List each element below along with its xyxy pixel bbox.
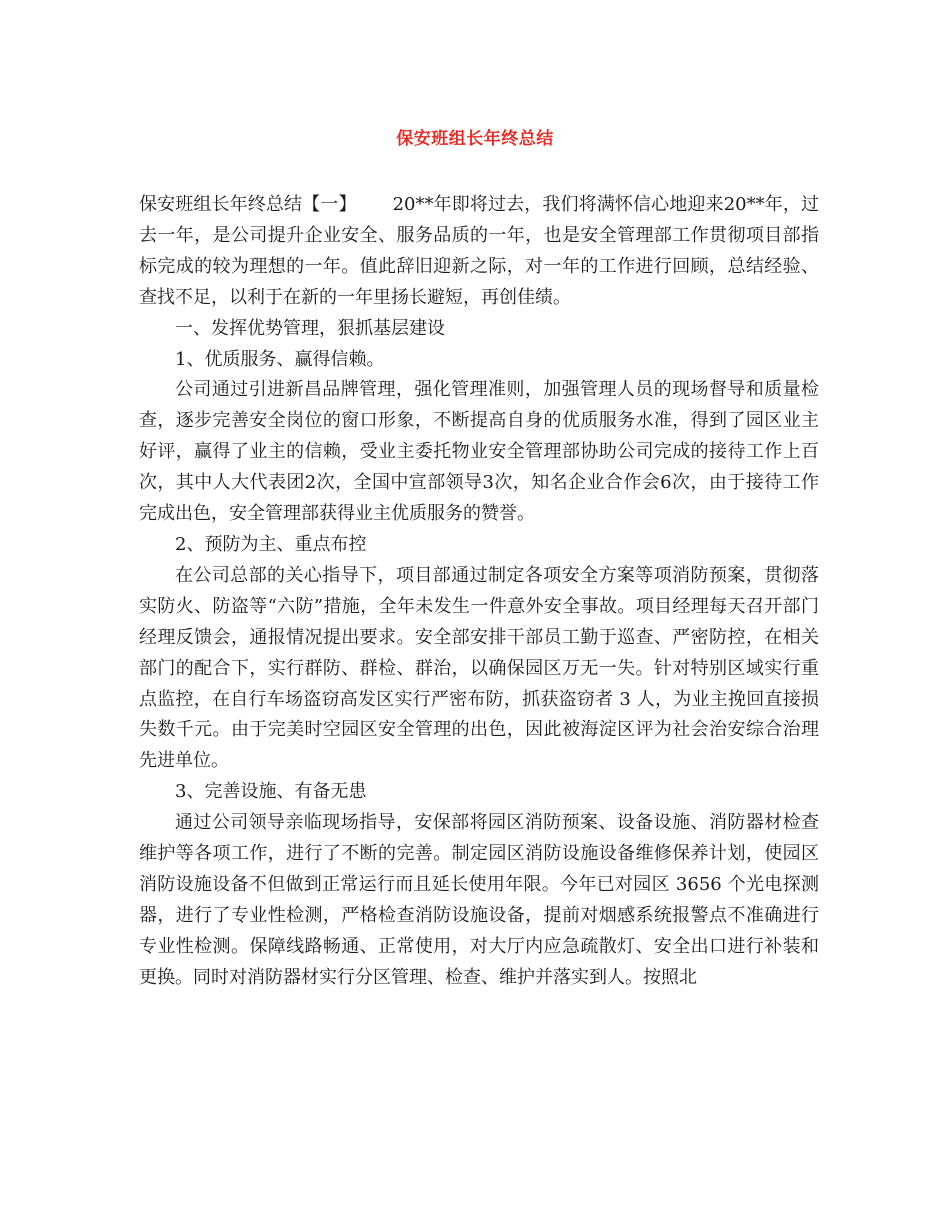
subsection-heading-3: 3、完善设施、有备无患	[175, 781, 367, 803]
paragraph-facilities: 通过公司领导亲临现场指导，安保部将园区消防预案、设备设施、消防器材检查维护等各项工作，进行了不断的完善。制定园区消防设施设备维修保养计划，使园区消防设施设备不但做到正常运行而且延长使用年限。今年已对园区 3656 个光电探测器，进行了专业性检测，严格检查消防设施设备，提前对烟感系统报警点不准确进行专业性检测。保障线路畅通、正常使用，对大厅内应急疏散灯、安全出口进行补装和更换。同时对消防器材实行分区管理、检查、维护并落实到人。按照北	[139, 812, 819, 988]
document-title: 保安班组长年终总结	[396, 129, 554, 149]
paragraph-intro	[139, 190, 819, 314]
intro-heading: 保安班组长年终总结【一】	[139, 194, 357, 215]
paragraph-prevention: 在公司总部的关心指导下，项目部通过制定各项安全方案等项消防预案，贯彻落实防火、防盗等“六防”措施，全年未发生一件意外安全事故。项目经理每天召开部门经理反馈会，通报情况提出要求。安全部安排干部员工勤于巡查、严密防控，在相关部门的配合下，实行群防、群检、群治，以确保园区万无一失。针对特别区域实行重点监控，在自行车场盗窃高发区实行严密布防，抓获盗窃者 3 人，为业主挽回直接损失数千元。由于完美时空园区安全管理的出色，因此被海淀区评为社会治安综合治理先进单位。	[139, 564, 819, 772]
document-body	[139, 190, 819, 994]
section-heading-1: 一、发挥优势管理，狠抓基层建设	[175, 317, 445, 339]
intro-text: 20**年即将过去，我们将满怀信心地迎来20**年，过去一年，是公司提升企业安全、服务品质的一年，也是安全管理部工作贯彻项目部指标完成的较为理想的一年。值此辞旧迎新之际，对一年的工作进行回顾，总结经验、查找不足，以利于在新的一年里扬长避短，再创佳绩。	[139, 194, 820, 308]
subsection-heading-1: 1、优质服务、赢得信赖。	[175, 348, 385, 370]
subsection-heading-2: 2、预防为主、重点布控	[175, 533, 367, 555]
paragraph-service: 公司通过引进新昌品牌管理，强化管理准则，加强管理人员的现场督导和质量检查，逐步完善安全岗位的窗口形象，不断提高自身的优质服务水准，得到了园区业主好评，赢得了业主的信赖，受业主委托物业安全管理部协助公司完成的接待工作上百次，其中人大代表团2次，全国中宣部领导3次，知名企业合作会6次，由于接待工作完成出色，安全管理部获得业主优质服务的赞誉。	[139, 379, 819, 525]
